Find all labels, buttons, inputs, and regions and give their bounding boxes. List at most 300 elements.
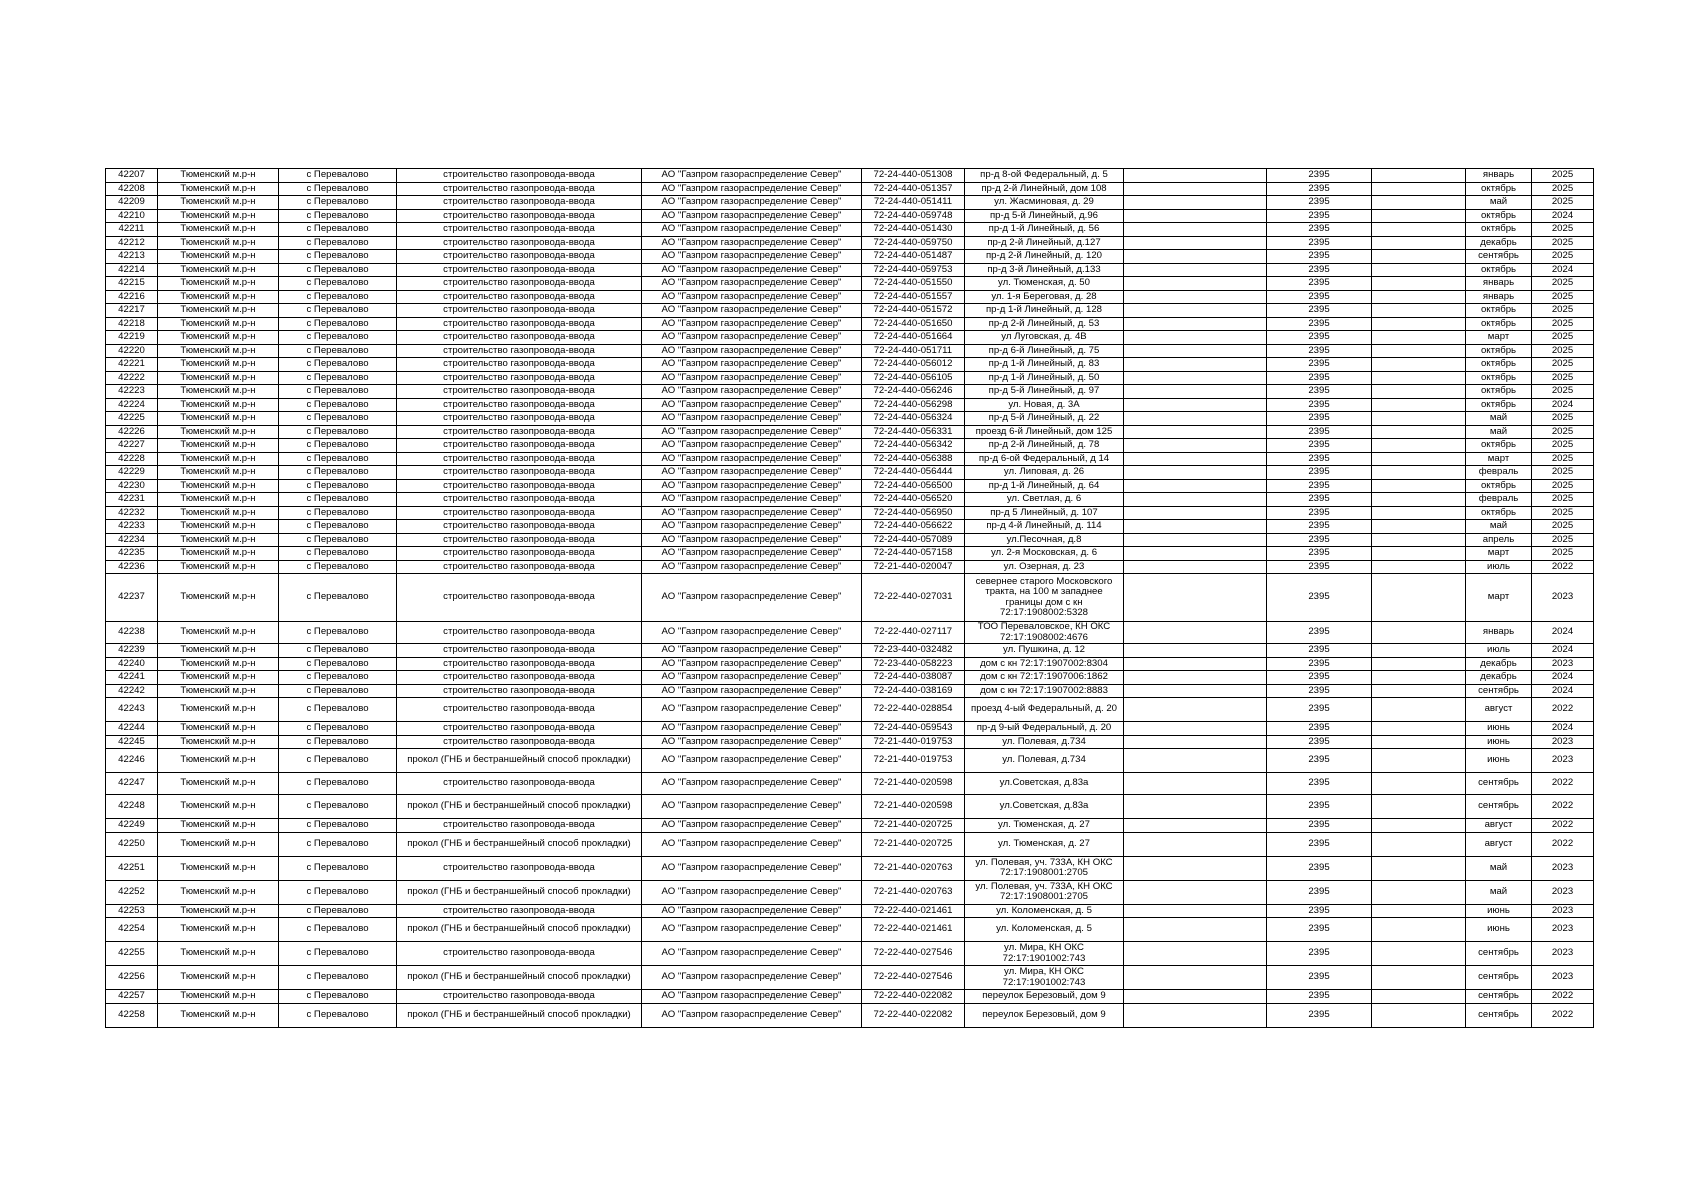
settlement-cell: с Перевалово (279, 344, 397, 358)
district-cell: Тюменский м.р-н (158, 317, 279, 331)
row-id-cell: 42218 (106, 317, 158, 331)
settlement-cell: с Перевалово (279, 425, 397, 439)
empty-cell (1124, 622, 1267, 644)
year-cell: 2022 (1532, 795, 1594, 819)
work-type-cell: строительство газопровода-ввода (397, 182, 642, 196)
organization-cell: АО "Газпром газораспределение Север" (642, 412, 862, 426)
address-cell: ул. Полевая, д.734 (965, 735, 1124, 749)
work-type-cell: прокол (ГНБ и бестраншейный способ прокладки) (397, 966, 642, 990)
registry-code-cell: 72-24-440-051411 (862, 196, 965, 210)
district-cell: Тюменский м.р-н (158, 398, 279, 412)
district-cell: Тюменский м.р-н (158, 371, 279, 385)
address-cell: дом с кн 72:17:1907002:8304 (965, 657, 1124, 671)
organization-cell: АО "Газпром газораспределение Север" (642, 196, 862, 210)
empty-cell (1124, 671, 1267, 685)
empty-cell (1124, 1003, 1267, 1027)
empty-cell (1124, 250, 1267, 264)
tariff-cell: 2395 (1267, 773, 1372, 795)
row-id-cell: 42258 (106, 1003, 158, 1027)
district-cell: Тюменский м.р-н (158, 684, 279, 698)
month-cell: май (1466, 856, 1532, 880)
year-cell: 2025 (1532, 250, 1594, 264)
row-id-cell: 42249 (106, 819, 158, 833)
tariff-cell: 2395 (1267, 880, 1372, 904)
table-row (106, 493, 1594, 507)
settlement-cell: с Перевалово (279, 722, 397, 736)
organization-cell: АО "Газпром газораспределение Север" (642, 371, 862, 385)
month-cell: июнь (1466, 904, 1532, 918)
settlement-cell: с Перевалово (279, 574, 397, 622)
work-type-cell: строительство газопровода-ввода (397, 425, 642, 439)
month-cell: октябрь (1466, 263, 1532, 277)
settlement-cell: с Перевалово (279, 622, 397, 644)
registry-code-cell: 72-22-440-021461 (862, 904, 965, 918)
tariff-cell: 2395 (1267, 439, 1372, 453)
row-id-cell: 42217 (106, 304, 158, 318)
empty-cell (1372, 169, 1466, 183)
empty-cell (1124, 856, 1267, 880)
row-id-cell: 42246 (106, 749, 158, 773)
work-type-cell: строительство газопровода-ввода (397, 331, 642, 345)
row-id-cell: 42257 (106, 990, 158, 1004)
year-cell: 2025 (1532, 520, 1594, 534)
registry-code-cell: 72-22-440-028854 (862, 698, 965, 722)
work-type-cell: строительство газопровода-ввода (397, 371, 642, 385)
settlement-cell: с Перевалово (279, 304, 397, 318)
district-cell: Тюменский м.р-н (158, 439, 279, 453)
tariff-cell: 2395 (1267, 671, 1372, 685)
address-cell: пр-д 2-й Линейный, дом 108 (965, 182, 1124, 196)
empty-cell (1124, 657, 1267, 671)
empty-cell (1372, 671, 1466, 685)
tariff-cell: 2395 (1267, 735, 1372, 749)
district-cell: Тюменский м.р-н (158, 169, 279, 183)
registry-code-cell: 72-22-440-022082 (862, 1003, 965, 1027)
row-id-cell: 42226 (106, 425, 158, 439)
settlement-cell: с Перевалово (279, 196, 397, 210)
empty-cell (1372, 966, 1466, 990)
work-type-cell: строительство газопровода-ввода (397, 398, 642, 412)
tariff-cell: 2395 (1267, 317, 1372, 331)
registry-code-cell: 72-24-440-056324 (862, 412, 965, 426)
empty-cell (1372, 479, 1466, 493)
empty-cell (1372, 236, 1466, 250)
tariff-cell: 2395 (1267, 560, 1372, 574)
tariff-cell: 2395 (1267, 904, 1372, 918)
work-type-cell: строительство газопровода-ввода (397, 819, 642, 833)
address-cell: ул. Тюменская, д. 27 (965, 832, 1124, 856)
address-cell: ул. Мира, КН ОКС 72:17:1901002:743 (965, 966, 1124, 990)
empty-cell (1372, 918, 1466, 942)
organization-cell: АО "Газпром газораспределение Север" (642, 466, 862, 480)
month-cell: сентябрь (1466, 773, 1532, 795)
month-cell: сентябрь (1466, 250, 1532, 264)
empty-cell (1124, 560, 1267, 574)
district-cell: Тюменский м.р-н (158, 795, 279, 819)
month-cell: октябрь (1466, 344, 1532, 358)
tariff-cell: 2395 (1267, 169, 1372, 183)
work-type-cell: прокол (ГНБ и бестраншейный способ прокладки) (397, 749, 642, 773)
address-cell: ТОО Переваловское, КН ОКС 72:17:1908002:4676 (965, 622, 1124, 644)
registry-code-cell: 72-24-440-057089 (862, 533, 965, 547)
empty-cell (1372, 398, 1466, 412)
registry-code-cell: 72-24-440-051308 (862, 169, 965, 183)
row-id-cell: 42255 (106, 942, 158, 966)
year-cell: 2025 (1532, 412, 1594, 426)
empty-cell (1372, 684, 1466, 698)
tariff-cell: 2395 (1267, 466, 1372, 480)
work-type-cell: строительство газопровода-ввода (397, 196, 642, 210)
address-cell: ул. Полевая, уч. 733А, КН ОКС 72:17:1908001:2705 (965, 880, 1124, 904)
empty-cell (1372, 547, 1466, 561)
tariff-cell: 2395 (1267, 547, 1372, 561)
address-cell: пр-д 1-й Линейный, д. 128 (965, 304, 1124, 318)
row-id-cell: 42213 (106, 250, 158, 264)
organization-cell: АО "Газпром газораспределение Север" (642, 277, 862, 291)
organization-cell: АО "Газпром газораспределение Север" (642, 856, 862, 880)
row-id-cell: 42227 (106, 439, 158, 453)
registry-code-cell: 72-21-440-019753 (862, 735, 965, 749)
tariff-cell: 2395 (1267, 223, 1372, 237)
year-cell: 2023 (1532, 749, 1594, 773)
tariff-cell: 2395 (1267, 452, 1372, 466)
empty-cell (1124, 684, 1267, 698)
empty-cell (1124, 385, 1267, 399)
empty-cell (1124, 169, 1267, 183)
empty-cell (1372, 466, 1466, 480)
work-type-cell: строительство газопровода-ввода (397, 684, 642, 698)
empty-cell (1124, 819, 1267, 833)
settlement-cell: с Перевалово (279, 644, 397, 658)
year-cell: 2022 (1532, 698, 1594, 722)
organization-cell: АО "Газпром газораспределение Север" (642, 344, 862, 358)
tariff-cell: 2395 (1267, 966, 1372, 990)
organization-cell: АО "Газпром газораспределение Север" (642, 250, 862, 264)
row-id-cell: 42238 (106, 622, 158, 644)
tariff-cell: 2395 (1267, 533, 1372, 547)
address-cell: пр-д 1-й Линейный, д. 83 (965, 358, 1124, 372)
empty-cell (1372, 209, 1466, 223)
work-type-cell: строительство газопровода-ввода (397, 412, 642, 426)
registry-code-cell: 72-24-440-057158 (862, 547, 965, 561)
district-cell: Тюменский м.р-н (158, 182, 279, 196)
year-cell: 2024 (1532, 684, 1594, 698)
settlement-cell: с Перевалово (279, 452, 397, 466)
address-cell: пр-д 5 Линейный, д. 107 (965, 506, 1124, 520)
year-cell: 2023 (1532, 904, 1594, 918)
year-cell: 2025 (1532, 196, 1594, 210)
settlement-cell: с Перевалово (279, 331, 397, 345)
empty-cell (1124, 304, 1267, 318)
registry-code-cell: 72-24-440-056012 (862, 358, 965, 372)
month-cell: август (1466, 832, 1532, 856)
year-cell: 2025 (1532, 290, 1594, 304)
empty-cell (1372, 520, 1466, 534)
district-cell: Тюменский м.р-н (158, 856, 279, 880)
empty-cell (1124, 182, 1267, 196)
table-row (106, 520, 1594, 534)
empty-cell (1124, 358, 1267, 372)
address-cell: пр-д 8-ой Федеральный, д. 5 (965, 169, 1124, 183)
row-id-cell: 42232 (106, 506, 158, 520)
district-cell: Тюменский м.р-н (158, 832, 279, 856)
empty-cell (1372, 795, 1466, 819)
organization-cell: АО "Газпром газораспределение Север" (642, 506, 862, 520)
year-cell: 2022 (1532, 560, 1594, 574)
district-cell: Тюменский м.р-н (158, 560, 279, 574)
settlement-cell: с Перевалово (279, 684, 397, 698)
district-cell: Тюменский м.р-н (158, 223, 279, 237)
organization-cell: АО "Газпром газораспределение Север" (642, 684, 862, 698)
registry-code-cell: 72-23-440-058223 (862, 657, 965, 671)
work-type-cell: строительство газопровода-ввода (397, 263, 642, 277)
address-cell: пр-д 1-й Линейный, д. 50 (965, 371, 1124, 385)
settlement-cell: с Перевалово (279, 277, 397, 291)
month-cell: сентябрь (1466, 795, 1532, 819)
month-cell: октябрь (1466, 182, 1532, 196)
district-cell: Тюменский м.р-н (158, 250, 279, 264)
work-type-cell: строительство газопровода-ввода (397, 904, 642, 918)
settlement-cell: с Перевалово (279, 735, 397, 749)
empty-cell (1372, 832, 1466, 856)
month-cell: январь (1466, 290, 1532, 304)
tariff-cell: 2395 (1267, 832, 1372, 856)
settlement-cell: с Перевалово (279, 795, 397, 819)
table-row (106, 506, 1594, 520)
month-cell: декабрь (1466, 671, 1532, 685)
empty-cell (1372, 574, 1466, 622)
work-type-cell: строительство газопровода-ввода (397, 344, 642, 358)
registry-code-cell: 72-21-440-020725 (862, 832, 965, 856)
district-cell: Тюменский м.р-н (158, 942, 279, 966)
organization-cell: АО "Газпром газораспределение Север" (642, 574, 862, 622)
empty-cell (1124, 412, 1267, 426)
row-id-cell: 42242 (106, 684, 158, 698)
empty-cell (1124, 371, 1267, 385)
empty-cell (1372, 819, 1466, 833)
table-row (106, 479, 1594, 493)
row-id-cell: 42252 (106, 880, 158, 904)
address-cell: ул. Жасминовая, д. 29 (965, 196, 1124, 210)
row-id-cell: 42243 (106, 698, 158, 722)
year-cell: 2024 (1532, 644, 1594, 658)
work-type-cell: строительство газопровода-ввода (397, 506, 642, 520)
district-cell: Тюменский м.р-н (158, 412, 279, 426)
registry-code-cell: 72-24-440-051650 (862, 317, 965, 331)
registry-code-cell: 72-24-440-056500 (862, 479, 965, 493)
table-row (106, 223, 1594, 237)
tariff-cell: 2395 (1267, 722, 1372, 736)
registry-code-cell: 72-24-440-051487 (862, 250, 965, 264)
year-cell: 2023 (1532, 856, 1594, 880)
empty-cell (1124, 773, 1267, 795)
address-cell: ул. Мира, КН ОКС 72:17:1901002:743 (965, 942, 1124, 966)
empty-cell (1124, 698, 1267, 722)
organization-cell: АО "Газпром газораспределение Север" (642, 169, 862, 183)
month-cell: октябрь (1466, 385, 1532, 399)
empty-cell (1372, 263, 1466, 277)
month-cell: март (1466, 452, 1532, 466)
year-cell: 2023 (1532, 918, 1594, 942)
month-cell: сентябрь (1466, 684, 1532, 698)
tariff-cell: 2395 (1267, 506, 1372, 520)
year-cell: 2025 (1532, 385, 1594, 399)
tariff-cell: 2395 (1267, 795, 1372, 819)
registry-code-cell: 72-24-440-056298 (862, 398, 965, 412)
table-row (106, 644, 1594, 658)
data-table (105, 168, 1594, 1028)
registry-code-cell: 72-22-440-027546 (862, 942, 965, 966)
year-cell: 2022 (1532, 819, 1594, 833)
row-id-cell: 42248 (106, 795, 158, 819)
year-cell: 2025 (1532, 331, 1594, 345)
district-cell: Тюменский м.р-н (158, 385, 279, 399)
settlement-cell: с Перевалово (279, 250, 397, 264)
registry-code-cell: 72-21-440-020763 (862, 856, 965, 880)
work-type-cell: строительство газопровода-ввода (397, 385, 642, 399)
tariff-cell: 2395 (1267, 209, 1372, 223)
organization-cell: АО "Газпром газораспределение Север" (642, 698, 862, 722)
year-cell: 2025 (1532, 317, 1594, 331)
work-type-cell: строительство газопровода-ввода (397, 856, 642, 880)
address-cell: ул.Советская, д.83а (965, 773, 1124, 795)
empty-cell (1372, 182, 1466, 196)
registry-code-cell: 72-24-440-056342 (862, 439, 965, 453)
empty-cell (1372, 722, 1466, 736)
tariff-cell: 2395 (1267, 371, 1372, 385)
organization-cell: АО "Газпром газораспределение Север" (642, 722, 862, 736)
district-cell: Тюменский м.р-н (158, 493, 279, 507)
table-row (106, 439, 1594, 453)
month-cell: декабрь (1466, 236, 1532, 250)
empty-cell (1372, 698, 1466, 722)
settlement-cell: с Перевалово (279, 819, 397, 833)
district-cell: Тюменский м.р-н (158, 479, 279, 493)
year-cell: 2025 (1532, 277, 1594, 291)
district-cell: Тюменский м.р-н (158, 304, 279, 318)
month-cell: октябрь (1466, 317, 1532, 331)
settlement-cell: с Перевалово (279, 520, 397, 534)
month-cell: сентябрь (1466, 942, 1532, 966)
year-cell: 2025 (1532, 425, 1594, 439)
month-cell: апрель (1466, 533, 1532, 547)
organization-cell: АО "Газпром газораспределение Север" (642, 671, 862, 685)
year-cell: 2022 (1532, 990, 1594, 1004)
settlement-cell: с Перевалово (279, 1003, 397, 1027)
table-row (106, 856, 1594, 880)
row-id-cell: 42222 (106, 371, 158, 385)
address-cell: пр-д 2-й Линейный, д. 53 (965, 317, 1124, 331)
month-cell: май (1466, 880, 1532, 904)
empty-cell (1124, 735, 1267, 749)
district-cell: Тюменский м.р-н (158, 904, 279, 918)
address-cell: ул.Песочная, д.8 (965, 533, 1124, 547)
registry-code-cell: 72-24-440-051357 (862, 182, 965, 196)
tariff-cell: 2395 (1267, 398, 1372, 412)
district-cell: Тюменский м.р-н (158, 466, 279, 480)
empty-cell (1372, 657, 1466, 671)
organization-cell: АО "Газпром газораспределение Север" (642, 1003, 862, 1027)
address-cell: пр-д 6-ой Федеральный, д 14 (965, 452, 1124, 466)
month-cell: май (1466, 196, 1532, 210)
settlement-cell: с Перевалово (279, 290, 397, 304)
empty-cell (1372, 277, 1466, 291)
tariff-cell: 2395 (1267, 412, 1372, 426)
year-cell: 2022 (1532, 773, 1594, 795)
settlement-cell: с Перевалово (279, 493, 397, 507)
row-id-cell: 42212 (106, 236, 158, 250)
empty-cell (1124, 223, 1267, 237)
empty-cell (1372, 1003, 1466, 1027)
table-row (106, 236, 1594, 250)
empty-cell (1124, 398, 1267, 412)
organization-cell: АО "Газпром газораспределение Север" (642, 942, 862, 966)
empty-cell (1372, 439, 1466, 453)
district-cell: Тюменский м.р-н (158, 236, 279, 250)
organization-cell: АО "Газпром газораспределение Север" (642, 452, 862, 466)
settlement-cell: с Перевалово (279, 560, 397, 574)
month-cell: октябрь (1466, 371, 1532, 385)
month-cell: октябрь (1466, 358, 1532, 372)
district-cell: Тюменский м.р-н (158, 773, 279, 795)
address-cell: пр-д 2-й Линейный, д. 120 (965, 250, 1124, 264)
address-cell: ул. Новая, д. 3А (965, 398, 1124, 412)
work-type-cell: строительство газопровода-ввода (397, 574, 642, 622)
work-type-cell: строительство газопровода-ввода (397, 942, 642, 966)
table-row (106, 304, 1594, 318)
district-cell: Тюменский м.р-н (158, 1003, 279, 1027)
year-cell: 2025 (1532, 479, 1594, 493)
empty-cell (1124, 331, 1267, 345)
row-id-cell: 42229 (106, 466, 158, 480)
empty-cell (1124, 749, 1267, 773)
empty-cell (1124, 466, 1267, 480)
table-row (106, 385, 1594, 399)
tariff-cell: 2395 (1267, 942, 1372, 966)
district-cell: Тюменский м.р-н (158, 263, 279, 277)
empty-cell (1372, 493, 1466, 507)
year-cell: 2022 (1532, 832, 1594, 856)
table-row (106, 819, 1594, 833)
year-cell: 2025 (1532, 533, 1594, 547)
address-cell: пр-д 9-ый Федеральный, д. 20 (965, 722, 1124, 736)
row-id-cell: 42224 (106, 398, 158, 412)
empty-cell (1372, 560, 1466, 574)
empty-cell (1372, 371, 1466, 385)
table-row (106, 317, 1594, 331)
empty-cell (1372, 317, 1466, 331)
row-id-cell: 42240 (106, 657, 158, 671)
tariff-cell: 2395 (1267, 358, 1372, 372)
empty-cell (1124, 290, 1267, 304)
row-id-cell: 42228 (106, 452, 158, 466)
year-cell: 2024 (1532, 622, 1594, 644)
month-cell: сентябрь (1466, 966, 1532, 990)
address-cell: ул. Тюменская, д. 50 (965, 277, 1124, 291)
work-type-cell: строительство газопровода-ввода (397, 622, 642, 644)
organization-cell: АО "Газпром газораспределение Север" (642, 990, 862, 1004)
settlement-cell: с Перевалово (279, 698, 397, 722)
organization-cell: АО "Газпром газораспределение Север" (642, 439, 862, 453)
address-cell: ул. Полевая, д.734 (965, 749, 1124, 773)
organization-cell: АО "Газпром газораспределение Север" (642, 493, 862, 507)
tariff-cell: 2395 (1267, 263, 1372, 277)
empty-cell (1124, 479, 1267, 493)
settlement-cell: с Перевалово (279, 466, 397, 480)
address-cell: ул. Пушкина, д. 12 (965, 644, 1124, 658)
table-row (106, 773, 1594, 795)
month-cell: сентябрь (1466, 990, 1532, 1004)
